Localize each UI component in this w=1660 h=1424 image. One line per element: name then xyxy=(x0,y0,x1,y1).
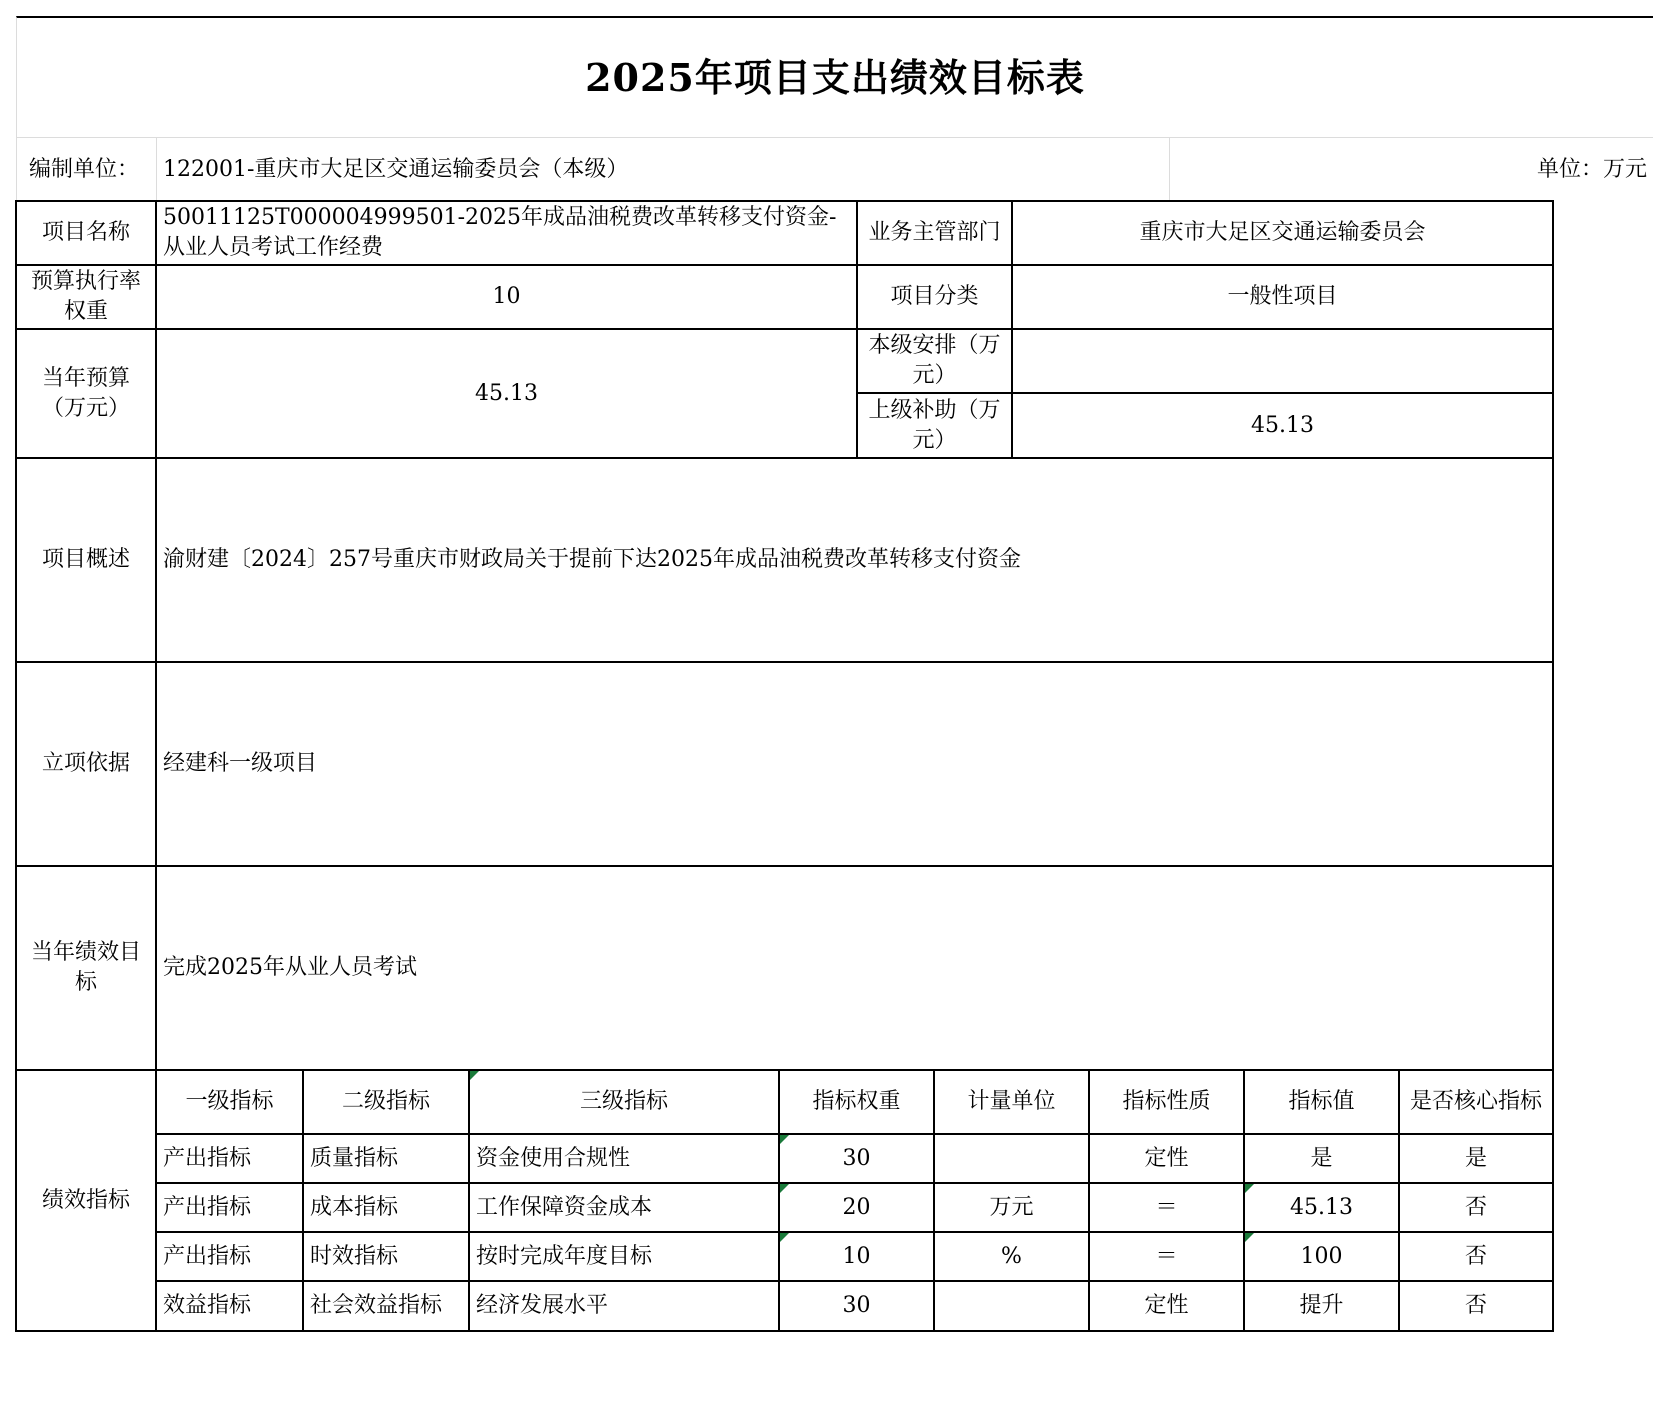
dept-label: 业务主管部门 xyxy=(856,200,1013,266)
category-value: 一般性项目 xyxy=(1011,264,1554,330)
indicator-cell: 提升 xyxy=(1243,1280,1400,1332)
local-arrangement-value xyxy=(1011,328,1554,394)
indicator-cell: 10 xyxy=(778,1231,935,1282)
basis-value: 经建科一级项目 xyxy=(155,661,1554,867)
cell-marker-icon xyxy=(780,1233,789,1242)
indicator-cell: 是 xyxy=(1243,1133,1400,1184)
currency-unit: 单位：万元 xyxy=(1169,137,1653,201)
category-label: 项目分类 xyxy=(856,264,1013,330)
indicator-cell: 是 xyxy=(1398,1133,1554,1184)
column-header: 二级指标 xyxy=(302,1069,470,1135)
indicator-cell: 100 xyxy=(1243,1231,1400,1282)
cell-marker-icon xyxy=(780,1135,789,1144)
weight-label: 预算执行率权重 xyxy=(15,264,157,330)
indicator-cell: 效益指标 xyxy=(155,1280,304,1332)
unit-value: 122001-重庆市大足区交通运输委员会（本级） xyxy=(156,137,1169,201)
page-title: 2025年项目支出绩效目标表 xyxy=(16,16,1653,137)
column-header: 一级指标 xyxy=(155,1069,304,1135)
annual-goal-label: 当年绩效目标 xyxy=(15,865,157,1071)
project-name-value: 50011125T000004999501-2025年成品油税费改革转移支付资金-从业人员考试工作经费 xyxy=(155,200,858,266)
overview-value: 渝财建〔2024〕257号重庆市财政局关于提前下达2025年成品油税费改革转移支付资金 xyxy=(155,457,1554,663)
local-arrangement-label: 本级安排（万元） xyxy=(856,328,1013,394)
indicator-cell: 成本指标 xyxy=(302,1182,470,1233)
indicator-cell: 社会效益指标 xyxy=(302,1280,470,1332)
indicator-cell: 20 xyxy=(778,1182,935,1233)
indicator-cell: 45.13 xyxy=(1243,1182,1400,1233)
unit-label: 编制单位： xyxy=(16,137,156,201)
column-header: 是否核心指标 xyxy=(1398,1069,1554,1135)
indicator-cell: 时效指标 xyxy=(302,1231,470,1282)
cell-marker-icon xyxy=(780,1184,789,1193)
indicator-cell: 30 xyxy=(778,1280,935,1332)
indicator-cell: ＝ xyxy=(1088,1231,1245,1282)
column-header: 指标值 xyxy=(1243,1069,1400,1135)
budget-label: 当年预算（万元） xyxy=(15,328,157,459)
indicator-cell: 经济发展水平 xyxy=(468,1280,780,1332)
column-header: 三级指标 xyxy=(468,1069,780,1135)
dept-value: 重庆市大足区交通运输委员会 xyxy=(1011,200,1554,266)
indicator-cell: ＝ xyxy=(1088,1182,1245,1233)
budget-value: 45.13 xyxy=(155,328,858,459)
cell-marker-icon xyxy=(1245,1233,1254,1242)
indicator-cell: 否 xyxy=(1398,1231,1554,1282)
project-name-label: 项目名称 xyxy=(15,200,157,266)
indicator-cell: 万元 xyxy=(933,1182,1090,1233)
indicator-cell: 资金使用合规性 xyxy=(468,1133,780,1184)
column-header: 指标权重 xyxy=(778,1069,935,1135)
upper-subsidy-label: 上级补助（万元） xyxy=(856,392,1013,459)
indicator-cell: 定性 xyxy=(1088,1280,1245,1332)
indicator-cell: 产出指标 xyxy=(155,1133,304,1184)
indicator-cell: 工作保障资金成本 xyxy=(468,1182,780,1233)
weight-value: 10 xyxy=(155,264,858,330)
indicator-cell: 否 xyxy=(1398,1182,1554,1233)
cell-marker-icon xyxy=(470,1071,479,1080)
indicators-label: 绩效指标 xyxy=(15,1069,157,1332)
cell-marker-icon xyxy=(1245,1184,1254,1193)
column-header: 指标性质 xyxy=(1088,1069,1245,1135)
indicator-cell: 按时完成年度目标 xyxy=(468,1231,780,1282)
indicator-cell: 产出指标 xyxy=(155,1231,304,1282)
column-header: 计量单位 xyxy=(933,1069,1090,1135)
indicator-cell: 否 xyxy=(1398,1280,1554,1332)
indicator-cell xyxy=(933,1280,1090,1332)
indicator-cell xyxy=(933,1133,1090,1184)
overview-label: 项目概述 xyxy=(15,457,157,663)
annual-goal-value: 完成2025年从业人员考试 xyxy=(155,865,1554,1071)
indicator-cell: 30 xyxy=(778,1133,935,1184)
upper-subsidy-value: 45.13 xyxy=(1011,392,1554,459)
indicator-cell: 定性 xyxy=(1088,1133,1245,1184)
indicator-cell: % xyxy=(933,1231,1090,1282)
indicator-cell: 产出指标 xyxy=(155,1182,304,1233)
indicator-cell: 质量指标 xyxy=(302,1133,470,1184)
basis-label: 立项依据 xyxy=(15,661,157,867)
